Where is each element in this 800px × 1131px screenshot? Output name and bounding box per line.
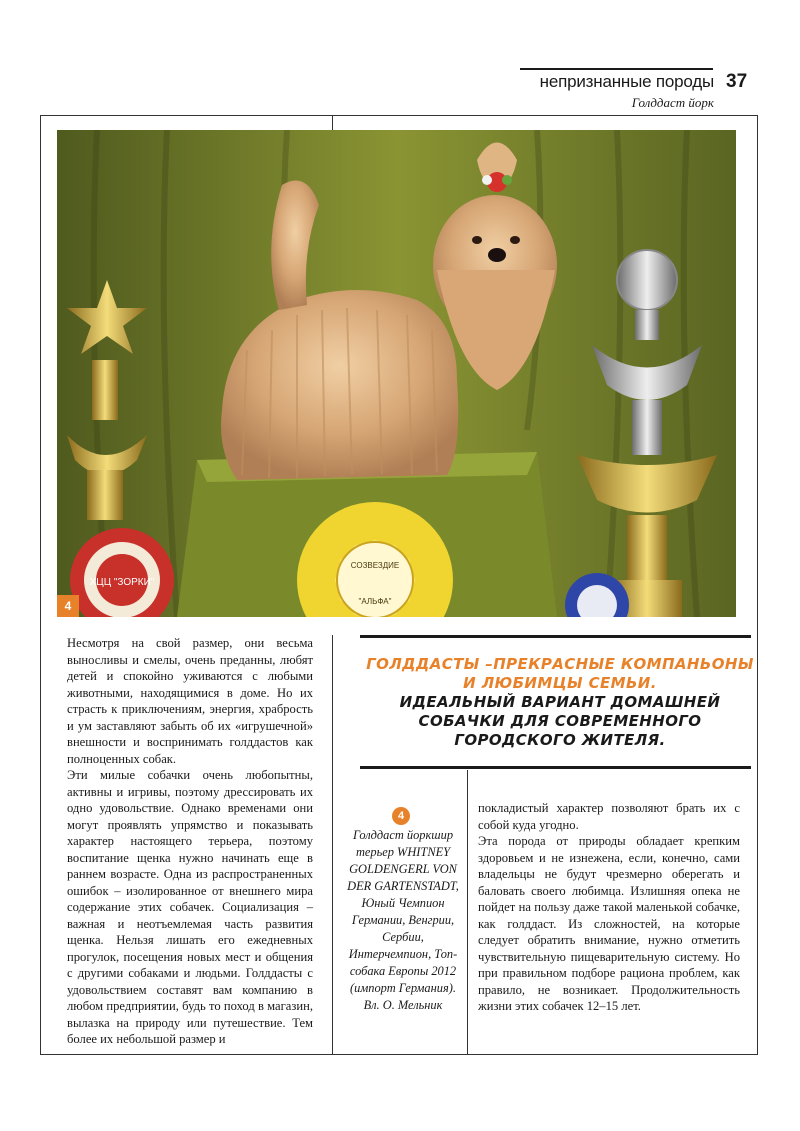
header-rule — [520, 68, 713, 70]
article-column-3 — [478, 800, 740, 1015]
paragraph: Эта порода от природы обладает крепким здоровьем и не изнежена, если, конечно, сами владельцы не будут чрезмерно оберегать и баловать своего любимца. Излишняя опека не пойдет на пользу даже такой маленькой собачке, как голддаст. Из сложностей, на которые следует обратить внимание, нужно отметить чувствительную пищеварительную систему. Но при правильном подборе рациона проблем, как правило, не возникает. Продолжительность жизни этих собачек 12–15 лет. — [478, 834, 740, 1013]
quote-rule-top — [360, 635, 751, 638]
divider-top-mark — [332, 115, 333, 130]
left-rosette-text: ХЦЦ "ЗОРКИ" — [89, 577, 155, 588]
column-divider-2 — [467, 770, 468, 1055]
frame-top-right — [332, 115, 757, 116]
photo-illustration — [57, 130, 736, 617]
frame-left — [40, 115, 41, 1055]
section-title: непризнанные породы — [539, 72, 714, 91]
photo-caption: Голддаст йоркшир терьер WHITNEY GOLDENGERL VON DER GARTENSTADT, Юный Чемпион Германии, Венгрии, Сербии, Интерчемпион, Топ-собака Европы 2012 (импорт Германия). Вл. О. Мельник — [347, 828, 459, 1012]
frame-top-left — [40, 115, 332, 116]
paragraph: Эти милые собачки очень любопытны, активны и игривы, поэтому дрессировать их одно удовольствие. Однако временами они могут проявлять упрямство и показывать характер настоящего терьера, поэтому воспитание щенка нужно начинать еще в раннем возрасте. Одна из распространенных ошибок – изолированное от внешнего мира содержание этих собачек. Социализация – важная и неотъемлемая часть развития щенка. Нельзя лишать его ежедневных прогулок, посещения новых мест и общения с другими собаками и людьми. Голддасты с удовольствием составят вам компанию в любом предприятии, будь то поход в магазин, вылазка на природу или путешествие. Тем более их небольшой размер и — [67, 768, 313, 1046]
photo-number-badge: 4 — [57, 595, 79, 617]
article-column-1 — [67, 635, 313, 1048]
quote-rule-bottom — [360, 766, 751, 769]
paragraph: Несмотря на свой размер, они весьма выносливы и смелы, очень преданны, любят детей и спокойно уживаются с любыми животными, находящимися в доме. Но их страсть к приключениям, энергия, храбрость и ум заставляют забыть об их «игрушечной» внешности и воспринимать голддастов как полноценных собак. — [67, 636, 313, 766]
caption-number-badge: 4 — [392, 807, 410, 825]
dog-photo — [57, 130, 736, 617]
pull-quote — [360, 655, 760, 750]
frame-bottom — [40, 1054, 758, 1055]
pull-quote-accent: ГОЛДДАСТЫ –ПРЕКРАСНЫЕ КОМПАНЬОНЫ И ЛЮБИМЦЫ СЕМЬИ. — [366, 655, 754, 692]
center-rosette-top: СОЗВЕЗДИЕ — [350, 561, 400, 570]
column-divider-1 — [332, 635, 333, 1055]
page-number: 37 — [726, 71, 748, 92]
pull-quote-main: ИДЕАЛЬНЫЙ ВАРИАНТ ДОМАШНЕЙ СОБАЧКИ ДЛЯ СОВРЕМЕННОГО ГОРОДСКОГО ЖИТЕЛЯ. — [399, 693, 721, 749]
frame-right — [757, 115, 758, 1055]
center-rosette-bottom: "АЛЬФА" — [358, 597, 392, 606]
article-subtitle: Голддаст йорк — [631, 95, 714, 110]
paragraph: покладистый характер позволяют брать их с собой куда угодно. — [478, 801, 740, 832]
